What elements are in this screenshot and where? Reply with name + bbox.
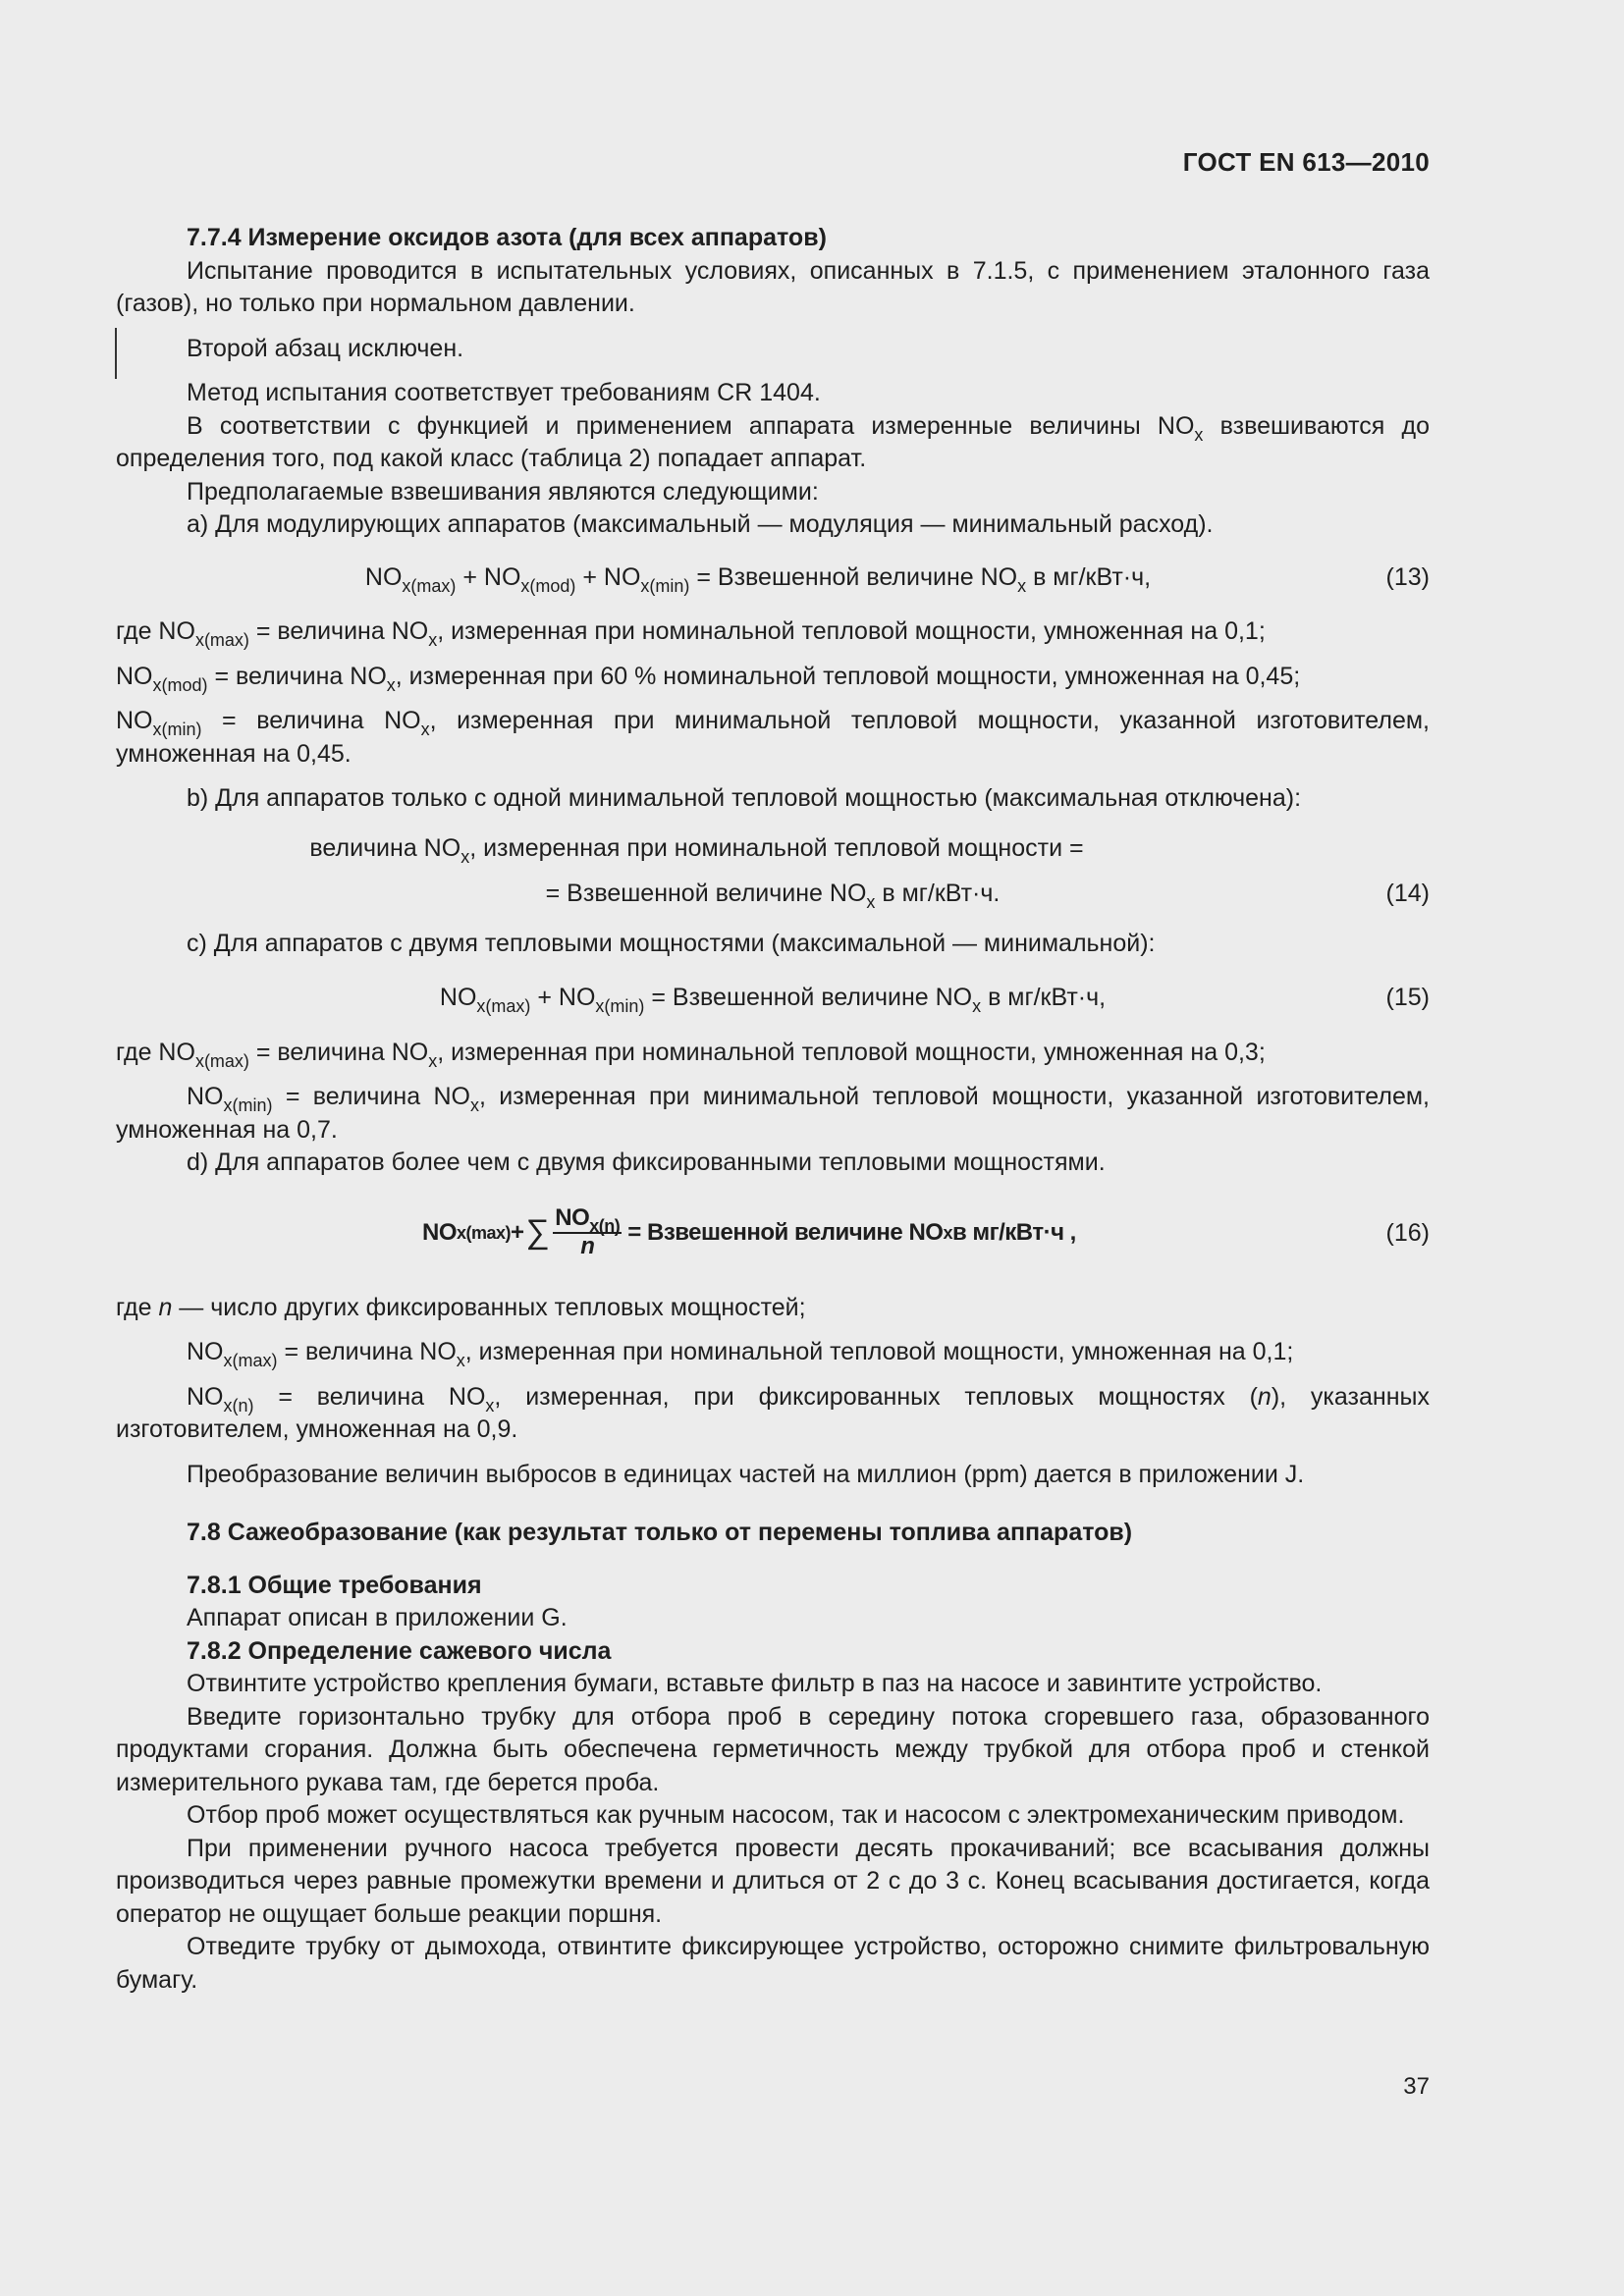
list-item-d: d) Для аппаратов более чем с двумя фиксированными тепловыми мощностями.: [187, 1148, 1106, 1176]
list-item-c: c) Для аппаратов с двумя тепловыми мощностями (максимальной — минимальной):: [187, 929, 1156, 957]
where-clause: $NO_{x(min)}$ = величина $NO_x$, измеренная при минимальной тепловой мощности, указанной изготовителем, умноженная на 0,7.: [116, 1083, 1430, 1144]
heading-7-7-4: 7.7.4 Измерение оксидов азота (для всех аппаратов): [187, 224, 827, 251]
equation-number: (14): [1385, 879, 1430, 907]
where-clause: где n — число других фиксированных тепловых мощностей;: [116, 1293, 806, 1321]
equation-number: (13): [1385, 562, 1430, 591]
formula-body: NO x(max) + ∑ $\frac{NO_{x(n)}}{n}$ = Взвешенной величине NO x в мг/кВт·ч ,: [422, 1203, 1076, 1259]
paragraph: Испытание проводится в испытательных условиях, описанных в 7.1.5, с применением эталонного газа (газов), но только при нормальном давлении.: [116, 256, 1430, 317]
page-number: 37: [1403, 2073, 1430, 2100]
change-bar: [115, 328, 117, 379]
fraction: [553, 1203, 622, 1259]
page-body: [116, 222, 1430, 1997]
formula-body: $NO_{x(max)} + NO_{x(min)}$ = Взвешенной величине $NO_x$ в мг/кВт·ч,: [439, 984, 1107, 1016]
paragraph-excluded: Второй абзац исключен.: [187, 334, 464, 362]
formula-13: [116, 561, 1430, 595]
where-clause: где $NO_{x(max)}$ = величина $NO_x$, измеренная при номинальной тепловой мощности, умноженная на 0,3;: [116, 1038, 1266, 1071]
formula-14: [116, 826, 1430, 916]
equation-number: (15): [1385, 984, 1430, 1011]
where-clause: $NO_{x(min)}$ = величина $NO_x$, измеренная при минимальной тепловой мощности, указанной изготовителем, умноженная на 0,45.: [116, 707, 1430, 768]
heading-7-8-1: 7.8.1 Общие требования: [187, 1571, 482, 1599]
formula-body: $NO_{x(max)} + NO_{x(mod)} + NO_{x(min)}$ = Взвешенной величине $NO_x$ в мг/кВт·ч,: [364, 562, 1152, 596]
list-item-a: a) Для модулирующих аппаратов (максимальный — модуляция — минимальный расход).: [187, 510, 1214, 538]
paragraph: Отведите трубку от дымохода, отвинтите фиксирующее устройство, осторожно снимите фильтровальную бумагу.: [116, 1933, 1430, 1994]
where-clause: $NO_{x(max)}$ = величина $NO_x$, измеренная при номинальной тепловой мощности, умноженная на 0,1;: [187, 1338, 1294, 1370]
where-clause: $NO_{x(n)}$ = величина $NO_x$, измеренная, при фиксированных тепловых мощностях (n), указанных изготовителем, умноженная на 0,9.: [116, 1382, 1430, 1443]
paragraph: В соответствии с функцией и применением аппарата измеренные величины $NO_x$ взвешиваются до определения того, под какой класс (таблица 2) попадает аппарат.: [116, 411, 1430, 472]
heading-7-8: 7.8 Сажеобразование (как результат только от перемены топлива аппаратов): [187, 1519, 1133, 1546]
document-header: ГОСТ EN 613—2010: [1182, 147, 1430, 177]
paragraph: Метод испытания соответствует требованиям CR 1404.: [187, 379, 821, 406]
paragraph: Отвинтите устройство крепления бумаги, вставьте фильтр в паз на насосе и завинтите устройство.: [187, 1670, 1323, 1697]
formula-line-1: величина $NO_x$, измеренная при номинальной тепловой мощности =: [309, 833, 1084, 867]
paragraph: Аппарат описан в приложении G.: [187, 1604, 568, 1631]
paragraph: При применении ручного насоса требуется провести десять прокачиваний; все всасывания должны производиться через равные промежутки времени и длиться от 2 с до 3 с. Конец всасывания достигается, когда оператор не ощущает больше реакции поршня.: [116, 1834, 1430, 1928]
fraction-numerator: $NO_{x(n)}$: [555, 1203, 621, 1236]
where-clause: $NO_{x(mod)}$ = величина $NO_x$, измеренная при 60 % номинальной тепловой мощности, умноженная на 0,45;: [116, 662, 1301, 695]
paragraph: Преобразование величин выбросов в единицах частей на миллион (ppm) дается в приложении J.: [187, 1460, 1305, 1488]
formula-15: [116, 982, 1430, 1015]
sigma-symbol: ∑: [525, 1212, 550, 1251]
heading-7-8-2: 7.8.2 Определение сажевого числа: [187, 1636, 612, 1665]
equation-number: (16): [1385, 1218, 1430, 1247]
formula-16: [116, 1203, 1430, 1259]
where-clause: где $NO_{x(max)}$ = величина $NO_x$, измеренная при номинальной тепловой мощности, умноженная на 0,1;: [116, 617, 1266, 650]
formula-line-2: = Взвешенной величине $NO_x$ в мг/кВт·ч. (14): [116, 871, 1430, 916]
list-item-b: b) Для аппаратов только с одной минимальной тепловой мощностью (максимальная отключена):: [187, 784, 1302, 812]
fraction-denominator: n: [580, 1232, 595, 1259]
paragraph: Предполагаемые взвешивания являются следующими:: [187, 477, 819, 506]
paragraph: Отбор проб может осуществляться как ручным насосом, так и насосом с электромеханическим приводом.: [187, 1801, 1405, 1829]
paragraph: Введите горизонтально трубку для отбора проб в середину потока сгоревшего газа, образованного продуктами сгорания. Должна быть обеспечена герметичность между трубкой для отбора проб и стенкой измерительного рукава там, где берется проба.: [116, 1702, 1430, 1796]
